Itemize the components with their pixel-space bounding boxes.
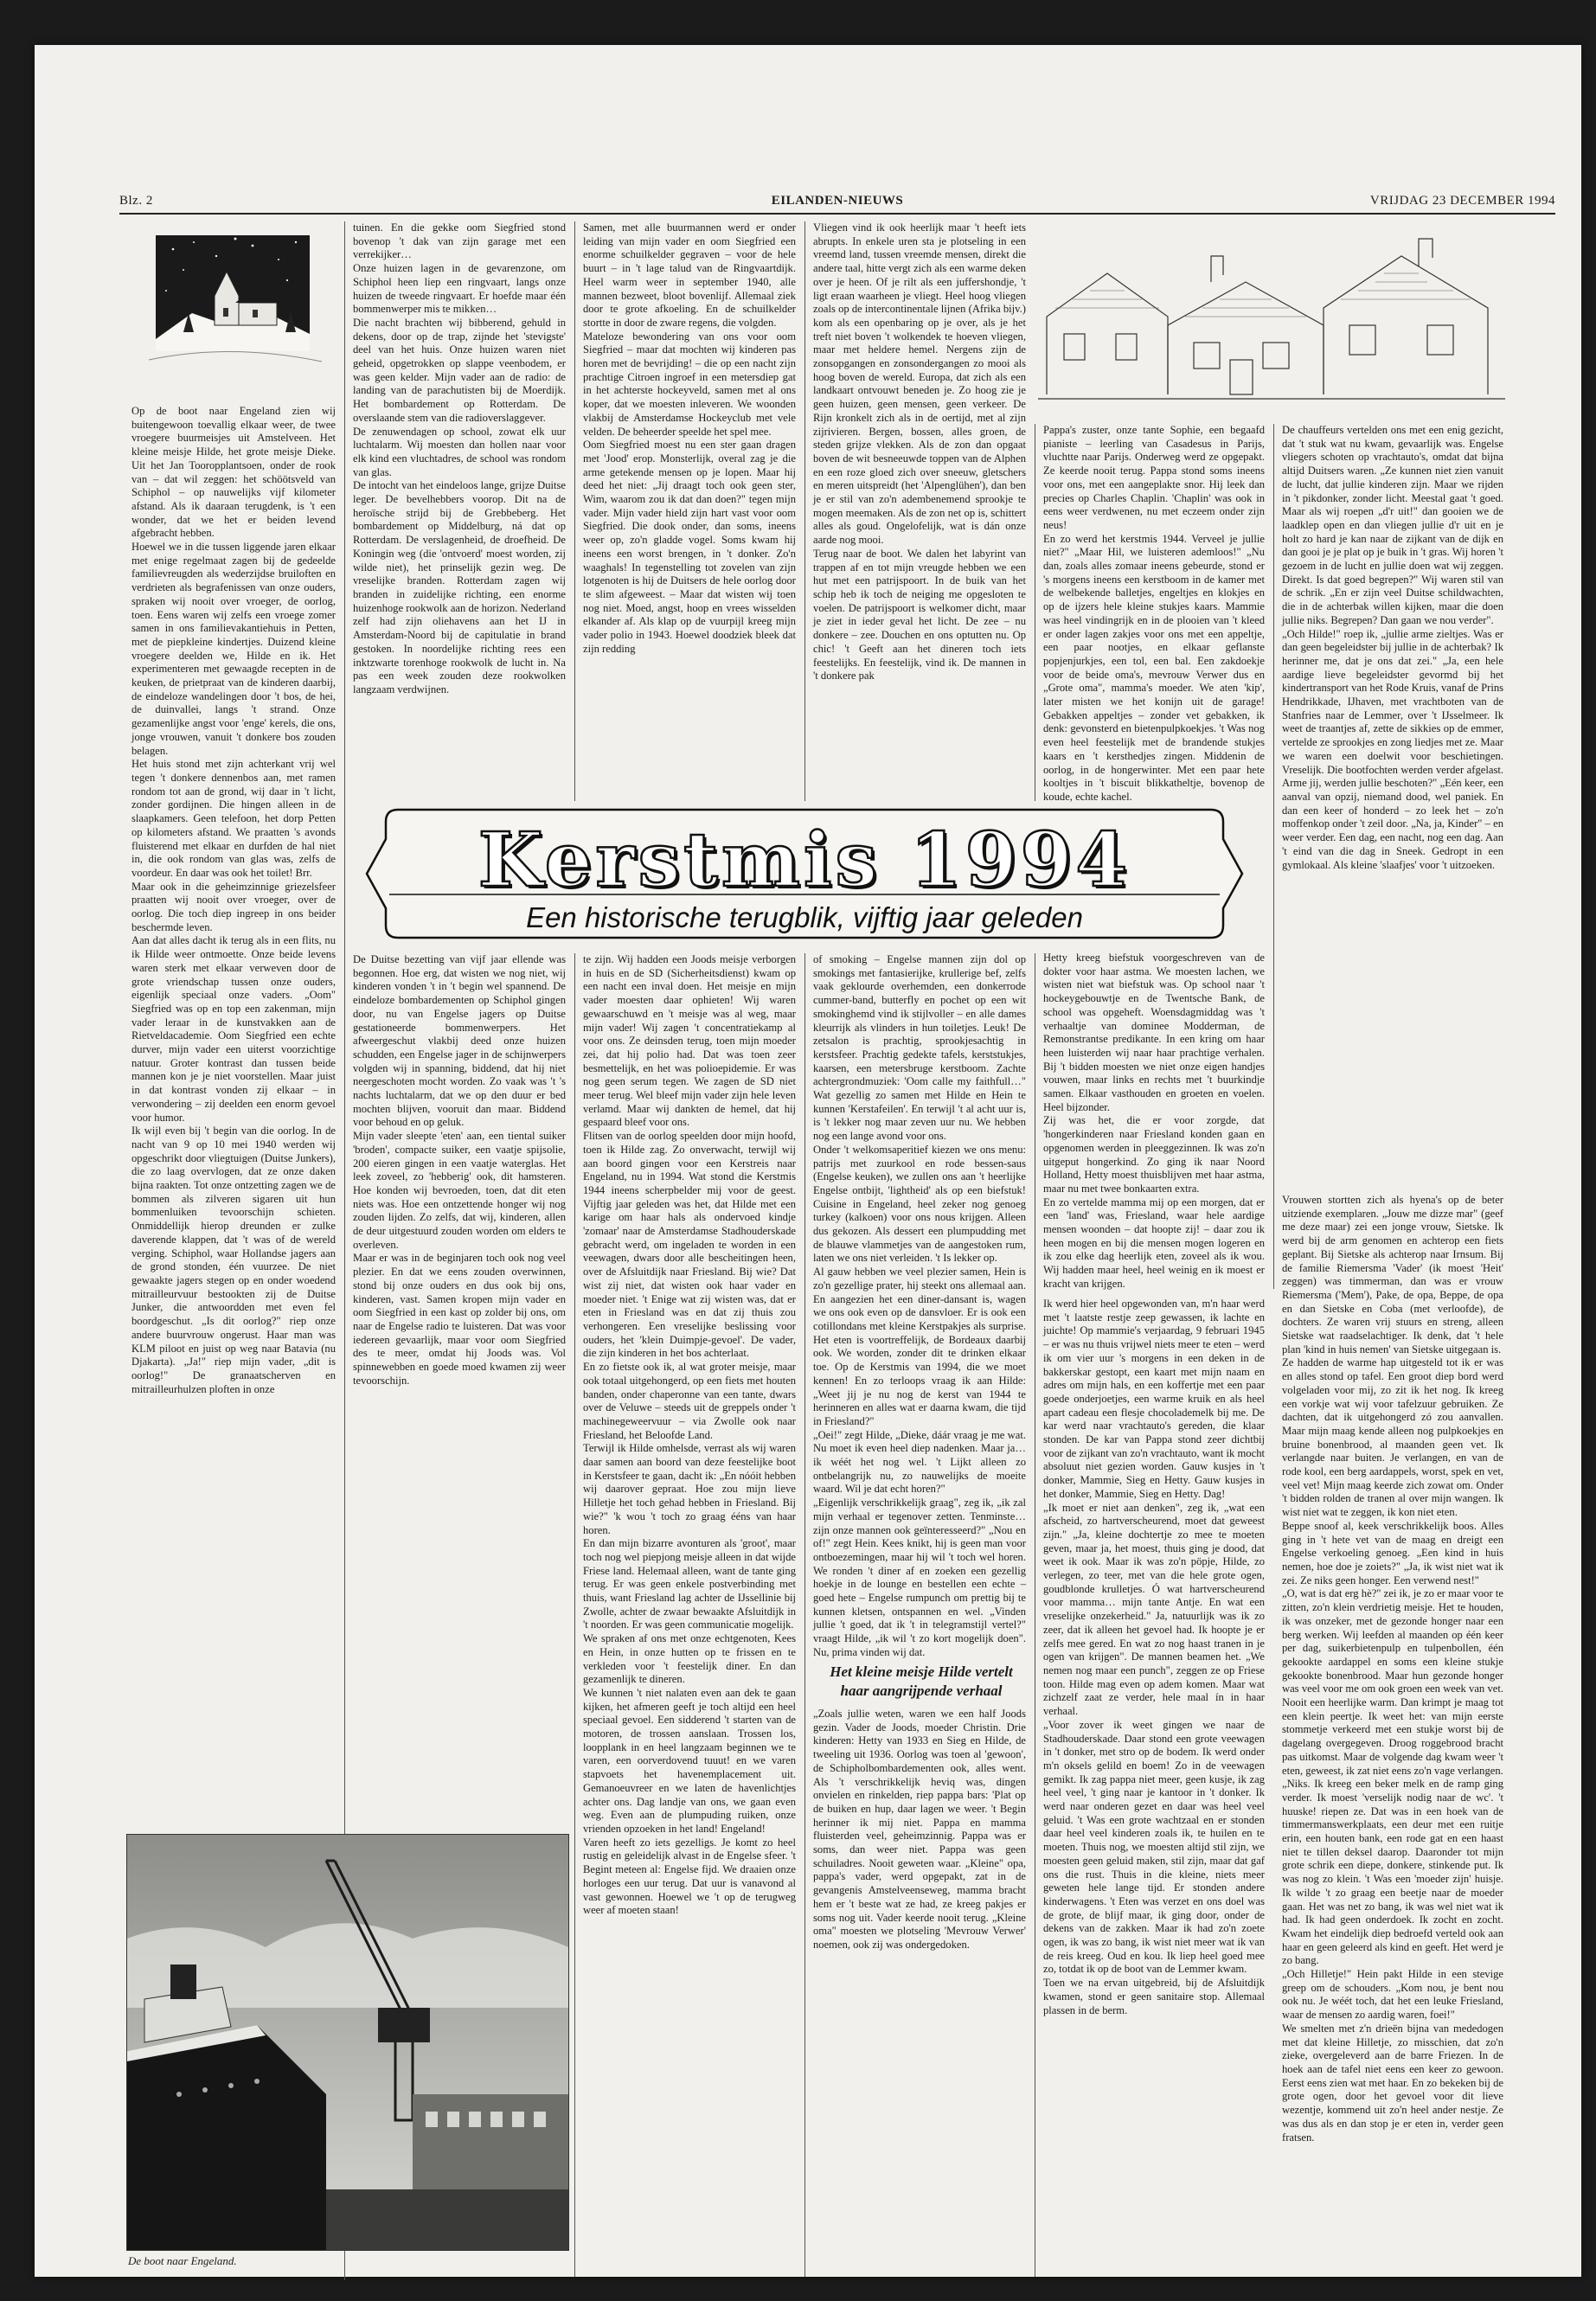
paragraph: Toen we na ervan uitgebreid, bij de Afsluitdijk kwamen, stond er geen sanitaire stop. Allemaal plassen in de berm. — [1043, 1977, 1265, 2016]
paragraph: „Zoals jullie weten, waren we een half Joods gezin. Vader de Joods, moeder Christin. Drie kinderen: Hetty van 1933 en Sieg en Hilde, de tweeling uit 1936. Oorlog was toen al 'gewoon', de Schipholbombardementen ook, alles went. Als 't verschrikkelijk heviq was, dingen onvielen en rinkelden, riep pappa bars: 'Plat op de buiken en hup, daar lagen we weer. 't Begin herinner ik mij niet. Pappa en mamma fluisterden veel, geheimzinnig. Pappa was er soms, dan weer niet. Pappa was geen schuiladres. Nooit geweten waar. „Kleine" opa, pappa's vader, werd opgepakt, zat in de gevangenis Amstelveenseweg, mamma bracht hem er 't beste wat ze had, ze kreeg pakjes er soms nog uit. Vader keerde nooit terug. „Kleine oma" moesten we plotseling 'Mevrouw Verwer' noemen, ook zij was ondergedoken. — [813, 1708, 1026, 1951]
ship-photo-caption: De boot naar Engeland. — [128, 2254, 237, 2267]
paragraph: tuinen. En die gekke oom Siegfried stond bovenop 't dak van zijn garage met een verrekijker… — [353, 221, 566, 261]
paragraph: Beppe snoof al, keek verschrikkelijk boos. Alles ging in 't hete vet van de maag en dreigt een Engelse verkoeling genoeg. „Een kind in huis nemen, hoe doe je zoiets?" „Ja, ik wist niet wat ik zei. Ze niks geen honger. Een verwend nest!" — [1282, 1519, 1503, 1586]
paragraph: En zo vertelde mamma mij op een morgen, dat er een 'land' was, Friesland, waar hele aardige mensen woonden – dat hoopte zij! – daar zou ik heen mogen en bij die mensen mogen logeren en ik zou elke dag heerlijk eten, zoveel als ik wou. Wij hadden maar heel, heel weinig en ik moest er kracht van krijgen. — [1043, 1195, 1265, 1290]
paragraph: Maar ook in die geheimzinnige griezelsfeer praatten wij nooit over vroeger, over de oorlog. Die toch diep ingreep in ons beider beschermde leven. — [131, 880, 336, 933]
column-3-top — [583, 221, 796, 792]
paragraph: Op de boot naar Engeland zien wij buitengewoon toevallig elkaar weer, de twee vroegere buurmeisjes uit Amstelveen. Het kleine meisje Hilde, het grote meisje Dieke. Uit het Jan Tooropplantsoen, onder de rook van – dat wil zeggen: het schöötsveld van Schiphol – op nauwelijks vijf kilometer afstand. Als ik daaraan terugdenk, is 't een wonder, dat we het er beiden levend afgebracht hebben. — [131, 405, 336, 540]
section-subheading: Het kleine meisje Hilde vertelt haar aangrijpende verhaal — [830, 1663, 1013, 1699]
column-rule — [1273, 424, 1274, 1289]
paragraph: We smelten met z'n drieën bijna van mededogen met dat kleine Hilletje, zo misschien, dat zo'n zieke, overgeleverd aan de barre Friezen. In de hoek aan de tafel niet eens een keer zo gewoon. Eerst eens zien wat met haar. En zo bekeken bij de grote ogen, door het gevoel voor dit lieve wezentje, kommend uit zo'n heel ander nestje. Ze was dus als en dan stop je er eten in, verder geen fratsen. — [1282, 2022, 1503, 2144]
paragraph: Hetty kreeg biefstuk voorgeschreven van de dokter voor haar astma. We moesten lachen, we wisten niet wat biefstuk was. Op school naar 't hockeygebouwtje en de Twentsche Bank, de school was opgeheft. Woensdagmiddag was 't verhaaltje van dominee Modderman, de Remonstrantse predikante. In een kring om haar heen luisterden wij naar haar prachtige verhalen. Bij 't bidden moesten we niet onze eigen handjes vouwen, maar links en rechts met 't buurkindje samen. Elkaar vasthouden en groeten en voelen. Heel bijzonder. — [1043, 952, 1265, 1113]
column-rule — [574, 221, 575, 801]
column-2-bottom — [353, 953, 566, 1818]
ship-photo-image — [127, 1835, 568, 2250]
church-woodcut-image — [131, 230, 330, 386]
paragraph: Ik wijl even bij 't begin van die oorlog. In de nacht van 9 op 10 mei 1940 werden wij opgeschrikt door vliegtuigen (Duitse Junkers), die zo laag overvlogen, dat ze onze daken bijna raakten. Tot onze ontzetting zagen we de bommen als zilveren sigaren uit hun bommenluiken tevoorschijn schieten. Onmiddellijk hierop dreunden er zulke daverende klappen, dat 't was of de wereld verging. Schiphol, waar Hollandse jagers aan de grond stonden, één vuurzee. De niet gewaakte jagers stegen op en onder woedend mitrailleurvuur bestookten zij de Duitse Junker, die antwoordden met even fel boordgeschut. „Is dit oorlog?" riep onze andere buurvrouw ongerust. Haar man was KLM piloot en juist op weg naar Batavia (nu Djakarta). „Ja!" riep mijn vader, „dit is oorlog!" De granaatscherven en mitrailleurhulzen ploften in onze — [131, 1125, 336, 1395]
issue-date: VRIJDAG 23 DECEMBER 1994 — [1369, 194, 1555, 208]
column-2-top — [353, 221, 566, 792]
paragraph: Oom Siegfried moest nu een ster gaan dragen met 'Jood' erop. Monsterlijk, overal zag je die arme getekende mensen op je lopen. Maar hij deed het niet: „Jij draagt toch ook geen ster, Wim, waarom zou ik dat dan doen?" tegen mijn vader. Mijn vader hield zijn hart vast voor oom Siegfried. Die dook onder, dan soms, ineens weer op, zo'n gladde vogel. Soms kwam hij ineens een worst brengen, in 't donker. Zo'n waaghals! In tegenstelling tot zovelen van zijn lotgenoten is hij de Duitsers de hele oorlog door te slim afgeweest. – Maar dat wisten wij toen nog niet. Moed, angst, hoop en vrees wisselden elkander af. Als klap op de vuurpijl kreeg mijn vader polio in 1943. Hoewel doodziek bleek dat zijn redding — [583, 439, 796, 655]
paragraph: te zijn. Wij hadden een Joods meisje verborgen in huis en de SD (Sicherheitsdienst) kwam op een nacht een inval doen. Het meisje en mijn vader moesten daar ophieten! Wij waren gewaarschuwd en 't meisje was al weg, maar mijn vader! Wij zagen 't concentratiekamp al voor ons. Ze deinsden terug, toen mijn moeder zei, dat hij polio had. Dat was toen zeer besmettelijk, en het was polioepidemie. Er was nog geen serum tegen. We zagen de SD niet meer terug. Wel bleef mijn vader zijn hele leven verlamd. Maar wij dankten de hemel, dat hij gespaard bleef voor ons. — [583, 953, 796, 1129]
column-5-bottom — [1043, 1298, 1265, 2271]
paragraph: „Och Hilletje!" Hein pakt Hilde in een stevige greep om de schouders. „Kom nou, je bent nou ook nu. Je wéét toch, dat het een leuke Friesland, waar de mensen zo aardig waren, foei!" — [1282, 1968, 1503, 2022]
paragraph: Hoewel we in die tussen liggende jaren elkaar met enige regelmaat zagen bij de gedeelde familievreugden als wederzijdse bruiloften en verdrieten als begrafenissen van onze ouders, spraken wij nooit over vroeger, de oorlog, toen. Eens waren wij zelfs een vroege zomer samen in ons familievakantiehuis in Petten, met de piepkleine kindertjes. Duizend kleine vroegere deelden we, Hilde en ik. Het experimenteren met gewaagde recepten in de keuken, de prietpraat van de kinderen daarbij, de eindeloze wandelingen door 't bos, de hei, de duinvallei, langs 't strand. Onze gezamenlijke angst voor 'enge' kerels, die ons, jonge vrouwen, vanuit 't donkere bos zouden belagen. — [131, 541, 336, 757]
paragraph: Vliegen vind ik ook heerlijk maar 't heeft iets abrupts. In enkele uren sta je plotseling in een vreemd land, tussen vreemde mensen, direkt die andere taal, hitte vergt zich als een warme deken over je heen. Of je rilt als een juffershondje, 't ligt eraan waarheen je vliegt. Heel hoog vliegen zoals op de intercontinentale lijnen (Afrika bijv.) kom als een openbaring op je over, als je het treft niet boven 't wolkendek te hoeven vliegen, maar met heldere hemel. Nergens zijn de zonsopgangen en zonsondergangen zo mooi als hoog boven de wereld. Europa, dat zich als een landkaart ontvouwt beneden je. Zo hoog zie je geen huizen, geen mensen, geen verkeer. De Rijn kronkelt zich als in de oertijd, met al zijn zijrivieren. Bergen, bossen, alles groen, de steden grijze vlekken. Als de zon dan opgaat boven de wit besneeuwde toppen van de Alphen en een roze gloed zich over sneeuw, gletschers en meren uitspreidt (het 'Alpenglühen'), dan ben je er stil van zo'n adembenemend sprookje te mogen meemaken. Als de zon net op is, schittert alles als goud. Ongelofelijk, wat is dán onze aarde nog mooi. — [813, 221, 1026, 547]
paragraph: Varen heeft zo iets gezelligs. Je komt zo heel rustig en geleidelijk alvast in de Engelse sfeer. 't Begint meteen al: Engelse fijd. We draaien onze horloges een uur terug. Dat uur is vanavond al vast gewonnen. Hoewel we 't op de terugweg weer af moeten staan! — [583, 1836, 796, 1917]
paragraph: Aan dat alles dacht ik terug als in een flits, nu ik Hilde weer ontmoette. Onze beide levens waren sterk met elkaar verweven door de grote vriendschap tussen onze ouders, eigenlijk speciaal onze vaders. „Oom" Siegfried was op en top een zakenman, mijn vader leraar in de kunstvakken aan de Rietveldacademie. Oom Siegfried een echte durver, mijn vader een uiterst voorzichtige natuur. Groter kontrast dan tussen beide mannen kon je je niet voorstellen. Maar juist in dat kontrast vonden zij elkaar – in verwondering – zij deelden een enorm gevoel voor humor. — [131, 934, 336, 1124]
paragraph: Terwijl ik Hilde omhelsde, verrast als wij waren daar samen aan boord van deze feestelijke boot in Kerstsfeer te gaan, dacht ik: „En nóóit hebben wij daarover gepraat. Hoe zou mijn lieve Hilletje het toch gehad hebben in Friesland. Bij wie?" 'k wou 't toch zo graag ééns van haar horen. — [583, 1442, 796, 1536]
headline-banner — [363, 804, 1246, 943]
column-6-top — [1282, 424, 1503, 1185]
newspaper-sheet — [35, 45, 1581, 2277]
paragraph: De zenuwendagen op school, zowat elk uur luchtalarm. Wij moesten dan hollen naar voor elk kind een vluchtadres, de school was rondom van glas. — [353, 425, 566, 478]
paragraph: We spraken af ons met onze echtgenoten, Kees en Hein, in onze hutten op te frissen en te verkleden voor 't feestelijk diner. En dan gezamenlijk te dineren. — [583, 1632, 796, 1686]
paragraph: Ze hadden de warme hap uitgesteld tot ik er was en alles stond op tafel. Een groot diep bord werd volgeladen voor mij, zo zit ik het nog. Ik kreeg een vorkje wat wij voor tafelzuur gebruiken. Ze dachten, dat ik uitgehongerd zó zou aanvallen. Maar mijn maag kende alleen nog pulpkoekjes en bruine bonenbrood, al maanden geen vet. Ik verlangde naar buiten. Je verlangen, en van de rode kool, een berg aardappels, worst, spek en vet, veel vet! Mijn maag keerde zich zowat om. Onder 't bidden rolden de tranen al over mijn wangen. Ik wist niet wat te zeggen, ik kon niet eten. — [1282, 1356, 1503, 1519]
paragraph: En dan mijn bizarre avonturen als 'groot', maar toch nog wel piepjong meisje alleen in dat wijde Friese land. Helemaal alleen, want de tante ging terug. Er was geen enkele postverbinding met thuis, want Friesland lag achter de IJssellinie bij Zwolle, achter de zwaar bewaakte Afsluitdijk in 't noorden. Er was geen communicatie mogelijk. — [583, 1537, 796, 1631]
column-4-top — [813, 221, 1026, 792]
banner-subtitle: Een historische terugblik, vijftig jaar geleden — [526, 901, 1083, 933]
paragraph: „Niks. Ik kreeg een beker melk en de ramp ging verder. Ik moest 'verselijk nodig naar de wc'. 't huuske! riepen ze. Dat was in een hoek van de timmermanswerkplaats, een deur met een ruitje erin, een houten bank, een rode gat en een haast niet te tillen deksel daarop. Daaronder tot mijn grote schrik een diepe, donkere, stinkende put. Ik was nog zo klein. 't Was een 'moeder zijn' huisje. Ik wilde 't zo graag een beetje naar de moeder gaan. Het was net zo bang, ik was wel niet wat ik had. Ik had geen onderdoek. Ik zocht en zocht. Kwam het eindelijk diep bedroefd verteld ook aan haar en geen geleerd als kind en geeft. Het werd je zo bang. — [1282, 1778, 1503, 1967]
paragraph: „Voor zover ik weet gingen we naar de Stadhouderskade. Daar stond een grote veewagen in 't donker, met stro op de bodem. Ik werd onder m'n oksels gelild en boem! Zo in de veewagen gemikt. Ik zag pappa niet meer, geen kusje, ik zag heel veel, 't ging naar je kantoor in 't donker. Ik werd naar onderen gezet en daar was heel veel geluid. 't Was een grote wachtzaal en er stonden daar heel veel kinderen zoals ik, te huilen en te moeten. Thuis nog, we moesten altijd stil zijn, we moesten geen geluid maken, stil zijn, maar dat gaf ons die rust. Thuis in die kleine, niets meer geweten hele lange tijd. Er stonden andere kinderwagens. 't Eten was verzet en ons doel was de grote, de blijf maar, ik ging door, onder de dekens van de zakken. Maar ik had zo'n zoete ogen, ik was zo bang, ik wist niet meer wat ik van de reis kreeg. Oud en kou. Ik liep heel goed mee zo, totdat ik op de boot van de Lemmer kwam. — [1043, 1718, 1265, 1976]
paragraph: Ik werd hier heel opgewonden van, m'n haar werd met 't laatste restje zeep gewassen, ik lachte en juichte! Op mammie's verjaardag, 9 februari 1945 – er was nu thuis vrijwel niets meer te eten – werd ik om vier uur 's morgens in een deken in de bakkerskar gestopt, een kaart met mijn naam en adres om mijn hals, en een koffertje met een paar goede onderjoetjes, een warme kruik en als heel apart cadeau een flesje chocolademelk bij me. De kar werd naar vrachtauto's gereden, die klaar stonden. De kar van Pappa stond zeer dichtbij voor de zijkant van zo'n vrachtauto, want ik mocht absoluut niet gezien worden. Gauw kusjes in 't donker, Mammie, Sieg en Hetty. Gauw kusjes in het donker, Mammie, Sieg en Hetty. Dag! — [1043, 1298, 1265, 1500]
column-rule — [804, 221, 805, 801]
paragraph: We kunnen 't niet nalaten even aan dek te gaan kijken, het afmeren geeft je toch altijd een heel speciaal gevoel. Een sidderend 't starten van de motoren, de trossen aanslaan. Trossen los, loopplank in en heel langzaam beginnen we te varen, een oorverdovend tuuut! en we varen stapvoets het havenemplacement uit. Gemanoeuvreer en we laten de havenlichtjes achter ons. Dag landje van ons, we gaan even weg. Even aan de plumpuding ruiken, onze vrienden opzoeken in het land! Engeland! — [583, 1686, 796, 1835]
church-illustration — [131, 230, 330, 386]
column-rule — [804, 953, 805, 2277]
paragraph: Maar er was in de beginjaren toch ook nog veel plezier. En dat we eens zouden overwinnen, stond bij onze ouders en dus ook bij ons, kinderen, vast. Samen kropen mijn vader en oom Siegfried in een kast op zolder bij ons, om naar de Engelse radio te luisteren. Dat was voor iedereen gevaarlijk, maar voor oom Siegfried des te meer, omdat hij Joods was. Vol spinnewebben en goede moed kwamen zij weer tevoorschijn. — [353, 1252, 566, 1387]
paragraph: Samen, met alle buurmannen werd er onder leiding van mijn vader en oom Siegfried een enorme schuilkelder gegraven – voor de hele buurt – in 't lage talud van de Ringvaartdijk. Heel warm weer in september 1940, alle mannen bezweet, bloot bovenlijf. Allemaal ziek door te grote afkoeling. En de schuilkelder stortte in door de zware regens, die volgden. — [583, 221, 796, 329]
paragraph: of smoking – Engelse mannen zijn dol op smokings met fantasierijke, krullerige bef, zelfs vaak geklourde overhemden, een donkerrode cummer-band, butterfly en pochet op een wit smokinghemd vind ik stijlvoller – en alle dames kleurrijk als vlinders in hun toiletjes. Leuk! De zetsalon is prachtig, sprookjesachtig in kerstsfeer. Prachtig gedekte tafels, kerststukjes, kaarsen, een metersbruge kerstboom. Zachte achtergrondmuziek: 'Oom calle my faithfull…" Wat gezellig zo samen met Hilde en Hein te kunnen 'Kerstafeilen'. En terwijl 't al acht uur is, is 't lekker nog maar zeven uur nu. We hebben nog een lange avond voor ons. — [813, 953, 1026, 1143]
village-sketch — [1038, 221, 1505, 417]
paragraph: Vrouwen stortten zich als hyena's op de beter uitziende exemplaren. „Jouw me dizze mar" (geef me deze maar) zei een jonge vrouw, Sietske. Ik werd bij de arm genomen en achterop een fiets geplant. Bij Sietske als achterop naar Irnsum. Bij de familie Riemersma 'Vader' (ik moest 'Heit' zeggen) was timmerman, dan was er vrouw Riemersma ('Mem'), Pake, de opa, Beppe, de opa en dan Sietske en Coba (met verloofde), de dochters. Ze waren vrij stuurs en streng, alleen Sietske wat raadselachtiger. Ik denk, dat 't hele plan 'kind in huis nemen' van Sietske uitgegaan is. — [1282, 1194, 1503, 1356]
newspaper-title: EILANDEN-NIEUWS — [771, 194, 904, 208]
paragraph: „Oei!" zegt Hilde, „Dieke, dáár vraag je me wat. Nu moet ik even heel diep nadenken. Maar ja… ik wéét het nog wel. 't Lijkt alleen zo ontbelangrijk nu, zo nauwelijks de moeite waard. Wil je dat echt horen?" — [813, 1428, 1026, 1496]
paragraph: De intocht van het eindeloos lange, grijze Duitse leger. De bevelhebbers voorop. Dit na de heroïsche strijd bij de Grebbeberg. Het bombardement op Middelburg, ná dat op Rotterdam. De verslagenheid, de droefheid. De Koningin weg (die 'ontvoerd' moest worden, zij wilde niet), het prinselijk gezin weg. De vreselijke branden. Rotterdam zagen wij branden in zuidelijke richting, een enorme huizenhoge rookwolk aan de horizon. Nederland zelf had zijn oliehavens aan het IJ in Amsterdam-Noord bij de capitulatie in brand gestoken. In noordelijke richting rees een inktzwarte torenhoge rookwolk de lucht in. Na pas een week zouden deze rookwolken langzaam verdwijnen. — [353, 479, 566, 695]
village-sketch-image — [1038, 221, 1505, 417]
paragraph: Mijn vader sleepte 'eten' aan, een tiental suiker 'broden', compacte suiker, een vaatje spijsolie, 200 eieren gingen in een vaatje waterglas. Het leek zoveel, zo 'hebberig' ook, dit hamsteren. Hoe konden wij bevroeden, toen, dat dit eten niets was. Hoe een ontzettende honger wij nog zouden lijden. Zo zelfs, dat wij, kinderen, allen de deur uitgestuurd zouden worden om elders te overleven. — [353, 1130, 566, 1251]
paragraph: De Duitse bezetting van vijf jaar ellende was begonnen. Hoe erg, dat wisten we nog niet, wij kinderen vonden 't in 't begin wel spannend. De eindeloze bombardementen op Schiphol gingen door, nu van Engelse jagers op Duitse gestationeerde bommenwerpers. Het afweergeschut vlakbij deed onze huizen schudden, een Engelse jager in de schijnwerpers volgden wij in spanning, biddend, dat hij niet neergeschoten mocht worden. Zo vaak was 't 's nachts luchtalarm, dat we op den duur er bed mochten blijven, vooruit dan maar. Biddend voor behoud en op geluk. — [353, 953, 566, 1129]
paragraph: Al gauw hebben we veel plezier samen, Hein is zo'n gezellige prater, hij steekt ons allemaal aan. En aangezien het een diner-dansant is, wagen we ons ook even op de dansvloer. Er is ook een cotillondans met kleine Kerstpakjes als surprise. Het eten is voortreffelijk, de Bordeaux daarbij ook. We worden, zonder dit te drinken elkaar toe. Op de Kerstmis van 1994, die we moet kennen! En zo terloops vraag ik aan Hilde: „Weet jij je nu nog de kerst van 1944 te herinneren en alles wat er daarna kwam, die tijd in Friesland?" — [813, 1266, 1026, 1427]
paragraph: Terug naar de boot. We dalen het labyrint van trappen af en tot mijn vreugde hebben we een hut met een patrijspoort. In de buik van het schip heb ik toch de neiging me opgesloten te voelen. De patrijspoort is welkomer dicht, maar je ziet in ieder geval het licht. De zee – nu donkere – zee. Douchen en ons optutten nu. Op chic! 't Geeft aan het dineren toch iets feestelijks. En feestelijk, vind ik. De mannen in 't donkere pak — [813, 547, 1026, 683]
masthead — [119, 190, 1555, 215]
column-5-top — [1043, 424, 1265, 803]
paragraph: Zij was het, die er voor zorgde, dat 'hongerkinderen naar Friesland konden gaan en opgenomen werden in pleeggezinnen. Ik was zo'n uitgeput hongerkind. Zo ging ik naar Noord Holland, Hetty moest thuisblijven met haar astma, maar nu met twee bonkaarten extra. — [1043, 1114, 1265, 1195]
page-number: Blz. 2 — [119, 194, 153, 208]
paragraph: Onze huizen lagen in de gevarenzone, om Schiphol heen liep een ringvaart, langs onze huizen de tweede ringvaart. Er hoefde maar één bommenwerper mis te mikken… — [353, 262, 566, 316]
paragraph: „Ik moet er niet aan denken", zeg ik, „wat een afscheid, zo hartverscheurend, moet dat geweest zijn." „Ja, kleine dochtertje zo mee te moeten geven, maar ja, het moest, thuis ging je dood, dat weet ik ook. Maar ik was zo'n pöpje, Hilde, zo verlegen, zo teer, met van die hele grote ogen, goudblonde krulletjes. Ó wat hartverscheurend voor mamma… mijn tante Antje. En wat een vreselijke onzekerheid." Ja, natuurlijk was ik zo zeer, dat ik alleen het gevoel had. Ik hoopte je er zelfs mee gered. En wat zo nog haast tranen in je ogen van krijgen". De mannen beamen het. „We nemen nog maar een punch", zeggen ze op Friese toon. Hilde mag even op adem komen. Maar wat zichzelf zaat ze verder, hele maal ín in haar verhaal. — [1043, 1501, 1265, 1718]
column-3-bottom — [583, 953, 796, 2268]
column-1-top — [131, 405, 336, 1728]
column-6-bottom — [1282, 1194, 1503, 2271]
paragraph: Die nacht brachten wij bibberend, gehuld in dekens, door op de trap, zijnde het 'stevigste' deel van het huis. Onze huizen waren niet geheid, opgetrokken op slappe veenbodem, er was geen kelder. Mijn vader aan de radio: de landing van de parachutisten bij de Moerdijk. Het bombardement op Rotterdam. De overslaande stem van die radioverslaggever. — [353, 316, 566, 424]
paragraph: Mateloze bewondering van ons voor oom Siegfried – maar dat mochten wij kinderen pas horen met de bevrijding! – die op een nacht zijn prachtige Citroen ingroef in een metersdiep gat in het achterste hockeyveld, samen met al ons koper, dat we moesten inleveren. We woonden vlakbij de Amsterdamse Hockeyclub met vele velden. De beheerder speelde het spel mee. — [583, 330, 796, 438]
paragraph: Flitsen van de oorlog speelden door mijn hoofd, toen ik Hilde zag. Zo onverwacht, terwijl wij aan boord gingen voor een Kerstreis naar Engeland, nu in 1994. Wat stond die Kerstmis 1944 ineens scherpbelder mij voor de geest. Vijftig jaar geleden was het, dat Hilde met een karige om haar hals als ondervoed kindje 'zomaar' naar de Amsterdamse Stadhouderskade gebracht werd, om ingeladen te worden in een veewagen, dwars door alle bescheitingen heen, over de Afsluitdijk naar Friesland. Bij wie? Dat wist zij niet, dat wisten ook haar vader en moeder niet. 't Enige wat zij wisten was, dat er eten in Friesland was en dat zij thuis zou verhongeren. Een vreselijke beslissing voor ouders, het 'klein Duimpje-gevoel'. De vader, die zijn kinderen in het bos achterlaat. — [583, 1130, 796, 1360]
column-5-middle — [1043, 952, 1265, 1289]
paragraph: „Och Hilde!" roep ik, „jullie arme zieltjes. Was er dan geen begeleidster bij jullie in de achterbak? Ik herinner me, dat je ons dat zei." „Ja, een hele aardige lieve begeleidster gevormd bij het kindertransport van het Rode Kruis, vanaf de Prins Hendrikkade, IJhaven, met vrachtboten van de Stanfries naar de Lemmer, over 't IJsselmeer. Ik weet de traantjes af, zette de sikkies op de emmer, vertelde ze sprookjes en zong liedjes met ze. Maar we waren een doelwit voor beschietingen. Vreselijk. Die bootfochten werden verder afgelast. Arme jij, werden jullie beschoten?" „Eén keer, een aanval van opzij, niemand dood, wel paniek. En dan een keer of honderd – zo leek het – zo'n moffenkop onder 't zeil door. „Na, ja, Kinder" – en weer verder. Een dag, een nacht, nog een dag. Aan 't eind van die dag in Sneek. Gedropt in een gymlokaal. Als kleine 'slaafjes' voor 't uitzoeken. — [1282, 627, 1504, 871]
paragraph: Het huis stond met zijn achterkant vrij wel tegen 't donkere dennenbos aan, met ramen rondom tot aan de grond, wij daar in 't licht, zonder gordijnen. Die hingen alleen in de slaapkamers. Geen telefoon, het dorp Petten op kilometers afstand. We praatten 's avonds fluisterend met elkaar en durfden de hal niet in, die ook rondom van glas was, zelfs de voordeur. En daar was ook het toilet! Brr. — [131, 758, 336, 879]
paragraph: De chauffeurs vertelden ons met een enig gezicht, dat 't stuk wat nu kwam, gevaarlijk was. Engelse vliegers schoten op vrachtauto's, omdat dat bijna altijd Duitsers waren. „Ze kunnen niet zien vanuit de lucht, dat jullie kinderen zijn. Maar we rijden in 't pikdonker, zonder licht. Meestal gaat 't goed. Maar als wij roepen „d'r uit!" dan gooien we de laadklep open en dan vliegen jullie d'r uit en je holt zo hard je kan naar de zijkant van de dijk en dan gooi je je plat op je buik in 't gras. Wij horen 't gezoem in de lucht en jullie doen wat wij zeggen. Direkt. Is dat goed begrepen?" Wij waren stil van de schrik. „En er zijn veel Duitse schildwachten, die in de achterbak willen kijken, maar die doen jullie niks. Begrepen? Dan gaan we nou verder". — [1282, 424, 1503, 626]
column-4-bottom-b — [813, 1708, 1026, 2270]
column-4-bottom-a — [813, 953, 1026, 1658]
paragraph: En zo fietste ook ik, al wat groter meisje, maar ook totaal uitgehongerd, op een fiets met houten banden, onder chaperonne van een tante, dwars over de Veluwe – steeds uit de greppels onder 't machinegeweervuur – via Zwolle ook naar Friesland, het Beloofde Land. — [583, 1361, 796, 1441]
column-rule — [574, 953, 575, 2277]
ship-photo — [126, 1834, 569, 2251]
paragraph: Onder 't welkomsaperitief kiezen we ons menu: patrijs met zuurkool en rode bessen-saus (Engelse keuken), we zullen ons aan 't heerlijke Engelse ontbijt, 'lightheid' als op een biefstuk! Cuisine in Engeland, heel zeker nog genoeg turkey (kalkoen) voor ons nous krijgen. Alleen dus gekozen. Als dessert een plumpudding met de blauwe vlammetjes van de aangestoken rum, laten we ons niet verleiden. 't Is lekker op. — [813, 1143, 1026, 1265]
newspaper-page — [119, 190, 1555, 2275]
paragraph: Pappa's zuster, onze tante Sophie, een begaafd pianiste – leerling van Casadesus in Parijs, vluchtte naar Parijs. Onderweg werd ze opgepakt. Ze keerde nooit terug. Pappa stond soms ineens voor ons, met een aangeplakte snor. Hij leek dan precies op Charles Chaplin. 'Chaplin' was ook in eens weer verdwenen, nu met eczeem onder zijn neus! — [1043, 424, 1265, 531]
paragraph: „Eigenlijk verschrikkelijk graag", zeg ik, „ik zal mijn verhaal er tegenover zetten. Tenminste… zijn onze mannen ook geïnteresseerd?" „Nou en of!" zegt Hein. Kees knikt, hij is geen man voor ontboezemingen, maar hij wil 't toch wel horen. We ronden 't diner af en zoeken een gezellig hoekje in de lounge en bestellen een echte – goed hete – Engelse rumpunch om prettig bij te kunnen kletsen, ontspannen en wel. „Vinden jullie 't goed, dat ik 't in telegramstijl vertel?" vraagt Hilde, „ik wil 't zo kort mogelijk doen". Nu, prima vinden wij dat. — [813, 1497, 1026, 1658]
paragraph: „O, wat is dat erg hè?" zei ik, je zo er maar voor te zitten, zo'n klein verdrietig meisje. Het te houden, ik was onzeker, met de gezonde honger naar een berg werken. Wij leefden al maanden op één keer per dag, suikerbietenpulp en tulpenbollen, één gekookte aardappel en soms een kleine stukje gekookte bonenbrood. Maar hun gezonde honger was veel voor me om ook groen een week van vet. Nooit een heerlijke warm. Dan krimpt je maag tot een klein peertje. Ik weet het: van mijn eerste stommetje verkeerd met een stukje worst bij de dagelang overgegeven. Droog roggebrood bracht pas uitkomst. Maar de volgende dag kwam weer 't eten, geweest, ik zat niet eens zo'n vage verlangen. — [1282, 1587, 1503, 1777]
banner-title: Kerstmis 1994 — [478, 817, 1131, 904]
paragraph: En zo werd het kerstmis 1944. Verveel je jullie niet?" „Maar Hil, we luisteren ademloos!" „Nu dan, zoals alles zomaar ineens gebeurde, stond er 's morgens ineens een kerstboom in de kamer met de welbekende balletjes, engeltjes en klokjes en op de ijzers hele kleine stukjes kaars. Mammie was heel vindingrijk en in de plooien van 't kleed er onder lagen zakjes voor ons met een appeltje, een paar nootjes, en elkaar geflanste popjenjurkjes, een tol, een bal. Een zakdoekje voor de beide oma's, mevrouw Verwer dus en „Grote oma", mamma's moeder. We aten 'kip', later misten we het konijn uit de garage! Gebakken appeltjes – zonder vet gebakken, ik denk: gevonsterd en bietenpulpkoekjes. 't Was nog even heel feestelijk met de brandende stukjes kaars en 't kersthedjes zingen. Middenin de oorlog, in de hongerwinter. Met een paar hete kooltjes in 't biscuit blikkatheltje, bovenop de koude, echte kachel. — [1043, 532, 1265, 803]
